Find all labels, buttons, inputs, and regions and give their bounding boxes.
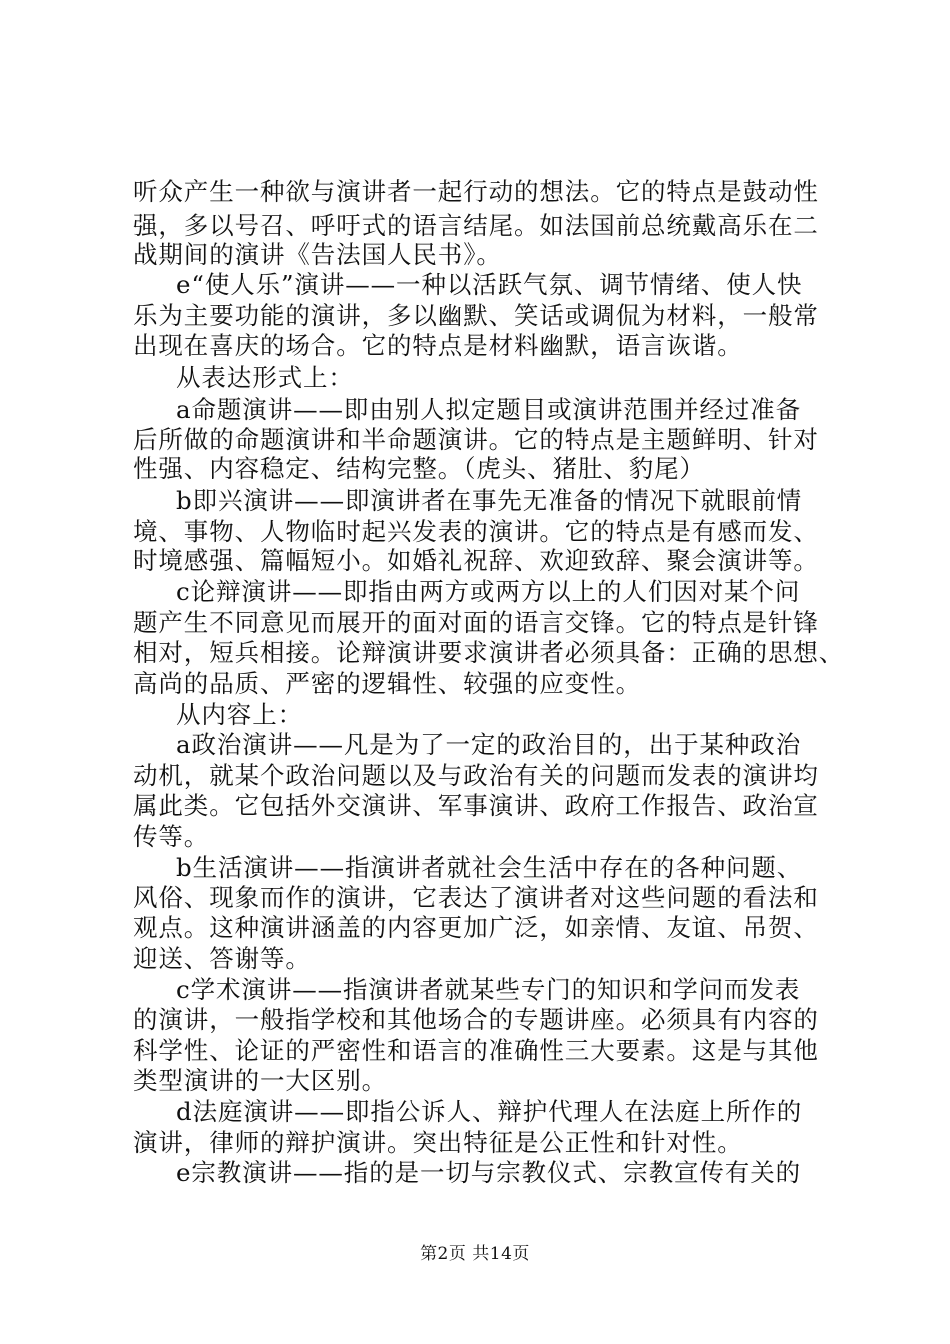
text-line: 的演讲，一般指学校和其他场合的专题讲座。必须具有内容的 [133,1005,819,1034]
paragraph-start-line: b生活演讲——指演讲者就社会生活中存在的各种问题、 [176,853,803,882]
text-line: 动机，就某个政治问题以及与政治有关的问题而发表的演讲均 [133,761,819,790]
paragraph-start-line: d法庭演讲——即指公诉人、辩护代理人在法庭上所作的 [176,1097,803,1126]
text-line: 后所做的命题演讲和半命题演讲。它的特点是主题鲜明、针对 [133,425,819,454]
text-line: 战期间的演讲《告法国人民书》。 [133,240,502,269]
text-line: 相对，短兵相接。论辩演讲要求演讲者必须具备：正确的思想、 [133,638,845,667]
text-line: 强，多以号召、呼吁式的语言结尾。如法国前总统戴高乐在二 [133,211,819,240]
text-line: 性强、内容稳定、结构完整。（虎头、猪肚、豹尾） [133,454,705,483]
paragraph-start-line: a政治演讲——凡是为了一定的政治目的，出于某种政治 [176,730,802,759]
paragraph-start-line: a命题演讲——即由别人拟定题目或演讲范围并经过准备 [176,395,802,424]
paragraph-start-line: b即兴演讲——即演讲者在事先无准备的情况下就眼前情 [176,486,803,515]
text-line: 类型演讲的一大区别。 [133,1066,387,1095]
text-line: 观点。这种演讲涵盖的内容更加广泛，如亲情、友谊、吊贺、 [133,913,819,942]
section-heading: 从表达形式上： [176,363,354,392]
text-line: 时境感强、篇幅短小。如婚礼祝辞、欢迎致辞、聚会演讲等。 [133,546,819,575]
paragraph-start-line: c学术演讲——指演讲者就某些专门的知识和学问而发表 [176,975,801,1004]
text-line: 境、事物、人物临时起兴发表的演讲。它的特点是有感而发、 [133,517,819,546]
text-line: 属此类。它包括外交演讲、军事演讲、政府工作报告、政治宣 [133,791,819,820]
text-line: 高尚的品质、严密的逻辑性、较强的应变性。 [133,669,641,698]
text-line: 风俗、现象而作的演讲，它表达了演讲者对这些问题的看法和 [133,883,819,912]
paragraph-start-line: c论辩演讲——即指由两方或两方以上的人们因对某个问 [176,577,801,606]
text-line: 传等。 [133,822,210,851]
text-line: 演讲，律师的辩护演讲。突出特征是公正性和针对性。 [133,1128,743,1157]
paragraph-start-line: e宗教演讲——指的是一切与宗教仪式、宗教宣传有关的 [176,1158,801,1187]
page-number-footer: 第2页 共14页 [420,1244,530,1264]
text-line: 出现在喜庆的场合。它的特点是材料幽默，语言诙谐。 [133,331,743,360]
section-heading: 从内容上： [176,700,303,729]
text-line: 乐为主要功能的演讲，多以幽默、笑话或调侃为材料，一般常 [133,301,819,330]
text-line: 题产生不同意见而展开的面对面的语言交锋。它的特点是针锋 [133,608,819,637]
text-line: 迎送、答谢等。 [133,944,311,973]
text-line: 科学性、论证的严密性和语言的准确性三大要素。这是与其他 [133,1036,819,1065]
paragraph-start-line: e“使人乐”演讲——一种以活跃气氛、调节情绪、使人快 [176,270,803,299]
text-line: 听众产生一种欲与演讲者一起行动的想法。它的特点是鼓动性 [133,177,819,206]
